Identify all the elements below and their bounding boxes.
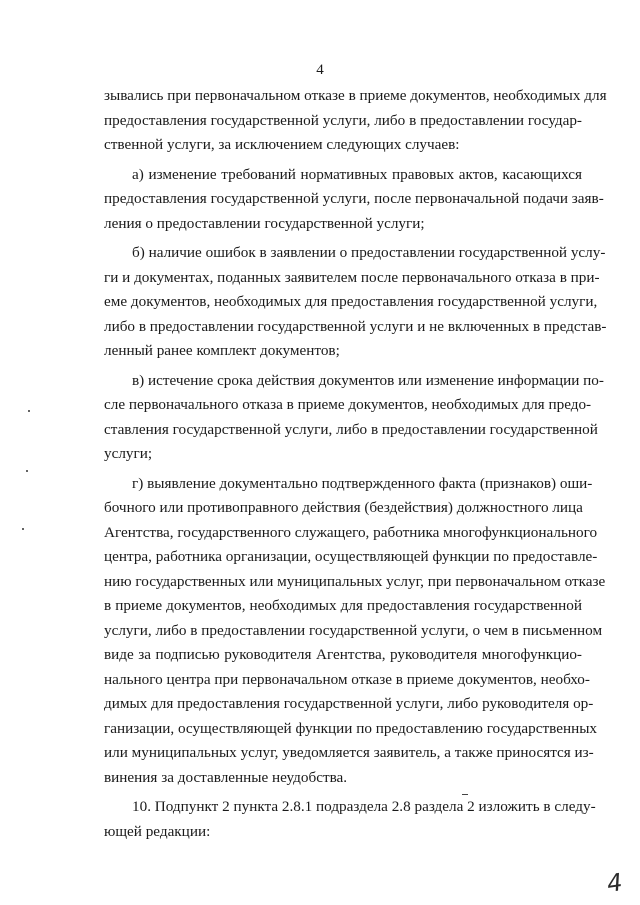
scan-mark	[462, 794, 468, 795]
text-line: ленный ранее комплект документов;	[104, 342, 340, 359]
text-line: сле первоначального отказа в приеме документов, необходимых для предо-	[104, 396, 592, 413]
text-line: в) истечение срока действия документов или изменение информации по-	[132, 371, 604, 389]
text-line: а) изменение требований нормативных правовых актов, касающихся	[132, 165, 582, 183]
text-line: винения за доставленные неудобства.	[104, 768, 348, 786]
text-line: г) выявление документально подтвержденного факта (признаков) оши-	[132, 474, 593, 492]
scan-speck	[28, 410, 30, 412]
page-number: 4	[316, 62, 324, 78]
handwritten-page-mark: 4	[604, 868, 624, 898]
scan-speck	[26, 470, 28, 472]
paragraph-item-v	[104, 369, 604, 467]
text-line: предоставления государственной услуги, после первоначальной подачи заяв-	[104, 190, 604, 207]
text-line: услуги;	[104, 445, 153, 462]
text-line: ганизации, осуществляющей функции по предоставлению государственных	[104, 719, 598, 737]
text-line: димых для предоставления государственной услуги, либо руководителя ор-	[104, 695, 594, 712]
text-line: 10. Подпункт 2 пункта 2.8.1 подраздела 2.8 раздела 2 изложить в следу-	[132, 798, 596, 815]
document-body	[104, 84, 607, 844]
text-line: ставления государственной услуги, либо в предоставлении государственной	[104, 420, 598, 438]
text-line: услуги, либо в предоставлении государственной услуги, о чем в письменном	[104, 621, 603, 639]
text-line: Агентства, государственного служащего, работника многофункционального	[104, 523, 598, 541]
text-line: нию государственных или муниципальных услуг, при первоначальном отказе	[104, 572, 606, 590]
text-line: ющей редакции:	[104, 822, 211, 840]
text-line: б) наличие ошибок в заявлении о предоставлении государственной услу-	[132, 244, 606, 261]
text-line: в приеме документов, необходимых для предоставления государственной	[104, 597, 582, 614]
text-line: либо в предоставлении государственной услуги и не включенных в представ-	[104, 317, 607, 335]
scan-speck	[22, 528, 24, 530]
text-line: зывались при первоначальном отказе в приеме документов, необходимых для	[104, 87, 607, 104]
text-line: бочного или противоправного действия (бездействия) должностного лица	[104, 499, 583, 516]
text-line: ления о предоставлении государственной услуги;	[104, 214, 425, 232]
text-line: центра, работника организации, осуществляющей функции по предоставле-	[104, 548, 598, 565]
text-line: ственной услуги, за исключением следующих случаев:	[104, 136, 460, 153]
text-line: виде за подписью руководителя Агентства, руководителя многофункцио-	[104, 646, 582, 663]
paragraph-item-10	[104, 795, 596, 844]
text-line: предоставления государственной услуги, либо в предоставлении государ-	[104, 111, 582, 129]
text-line: ги и документах, поданных заявителем после первоначального отказа в при-	[104, 268, 600, 286]
paragraph-item-g	[104, 472, 606, 791]
paragraph-item-a	[104, 163, 604, 237]
paragraph-intro	[104, 84, 607, 158]
text-line: нального центра при первоначальном отказе в приеме документов, необхо-	[104, 670, 590, 688]
text-line: еме документов, необходимых для предоставления государственной услуги,	[104, 293, 598, 310]
text-line: или муниципальных услуг, уведомляется заявитель, а также приносятся из-	[104, 744, 594, 761]
paragraph-item-b	[104, 241, 607, 364]
